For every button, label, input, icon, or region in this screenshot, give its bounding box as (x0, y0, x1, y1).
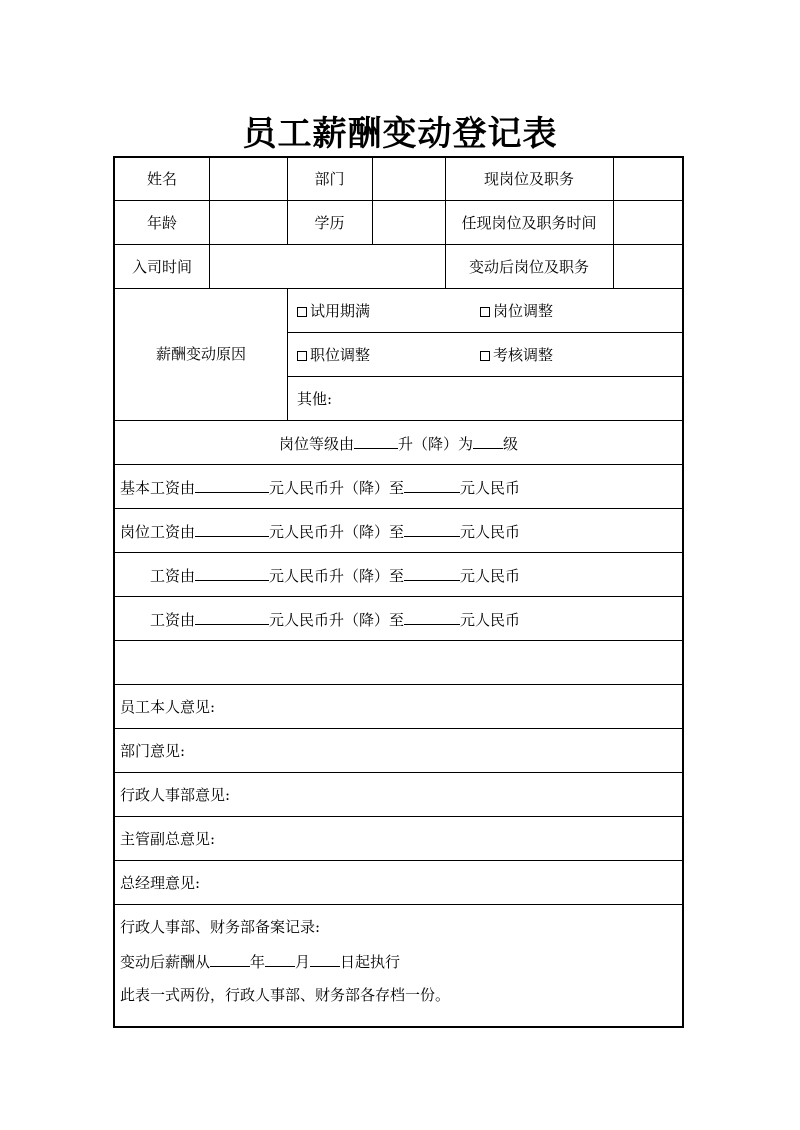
page-title: 员工薪酬变动登记表 (242, 114, 558, 154)
row-divider (115, 596, 682, 597)
join-date-label: 入司时间 (131, 258, 192, 276)
education-label: 学历 (314, 214, 345, 232)
checkbox-icon (297, 307, 307, 317)
name-label: 姓名 (146, 170, 177, 188)
row-divider (115, 508, 682, 509)
execution-date-line: 变动后薪酬从 年 月 日起执行 (120, 953, 401, 971)
dept-label: 部门 (314, 170, 345, 188)
salary-row: 工资由 元人民币升（降）至 元人民币 (150, 611, 521, 629)
row-divider (287, 376, 682, 377)
col-divider (613, 158, 614, 288)
new-position-label: 变动后岗位及职务 (468, 258, 589, 276)
row-divider (115, 640, 682, 641)
reason-other-label: 其他: (297, 390, 333, 408)
salary-row: 工资由 元人民币升（降）至 元人民币 (150, 567, 521, 585)
row-divider (115, 904, 682, 905)
day-blank[interactable] (310, 952, 340, 967)
row-divider (115, 420, 682, 421)
salary-row: 岗位工资由 元人民币升（降）至 元人民币 (120, 523, 521, 541)
month-blank[interactable] (265, 952, 295, 967)
salary-to-blank[interactable] (404, 610, 460, 625)
grade-from-blank[interactable] (354, 434, 398, 449)
checkbox-icon (480, 351, 490, 361)
current-position-label: 现岗位及职务 (483, 170, 574, 188)
grade-to-blank[interactable] (473, 434, 503, 449)
salary-row: 基本工资由 元人民币升（降）至 元人民币 (120, 479, 521, 497)
row-divider (115, 816, 682, 817)
reason-label: 薪酬变动原因 (155, 345, 246, 363)
col-divider (209, 158, 210, 288)
row-divider (115, 244, 682, 245)
row-divider (115, 552, 682, 553)
dept-opinion-label: 部门意见: (120, 742, 186, 760)
row-divider (115, 684, 682, 685)
reason-review-adjust[interactable]: 考核调整 (480, 346, 553, 364)
salary-from-blank[interactable] (195, 478, 269, 493)
checkbox-icon (480, 307, 490, 317)
age-label: 年龄 (146, 214, 177, 232)
row-divider (115, 728, 682, 729)
grade-change-line: 岗位等级由 升（降）为 级 (278, 435, 519, 453)
salary-from-blank[interactable] (195, 522, 269, 537)
current-position-time-label: 任现岗位及职务时间 (461, 214, 597, 232)
col-divider (287, 288, 288, 420)
row-divider (115, 772, 682, 773)
checkbox-icon (297, 351, 307, 361)
salary-change-form (113, 156, 684, 1028)
gm-opinion-label: 总经理意见: (120, 874, 201, 892)
reason-probation[interactable]: 试用期满 (297, 302, 370, 320)
salary-from-blank[interactable] (195, 566, 269, 581)
row-divider (287, 332, 682, 333)
employee-opinion-label: 员工本人意见: (120, 698, 216, 716)
reason-rank-adjust[interactable]: 职位调整 (297, 346, 370, 364)
row-divider (115, 288, 682, 289)
reason-post-adjust[interactable]: 岗位调整 (480, 302, 553, 320)
year-blank[interactable] (210, 952, 250, 967)
salary-to-blank[interactable] (404, 478, 460, 493)
row-divider (115, 860, 682, 861)
archive-note: 此表一式两份，行政人事部、财务部各存档一份。 (120, 986, 451, 1004)
row-divider (115, 464, 682, 465)
record-title: 行政人事部、财务部备案记录: (120, 918, 321, 936)
row-divider (115, 200, 682, 201)
salary-from-blank[interactable] (195, 610, 269, 625)
salary-to-blank[interactable] (404, 566, 460, 581)
salary-to-blank[interactable] (404, 522, 460, 537)
vice-gm-opinion-label: 主管副总意见: (120, 830, 216, 848)
col-divider (372, 158, 373, 244)
admin-hr-opinion-label: 行政人事部意见: (120, 786, 231, 804)
